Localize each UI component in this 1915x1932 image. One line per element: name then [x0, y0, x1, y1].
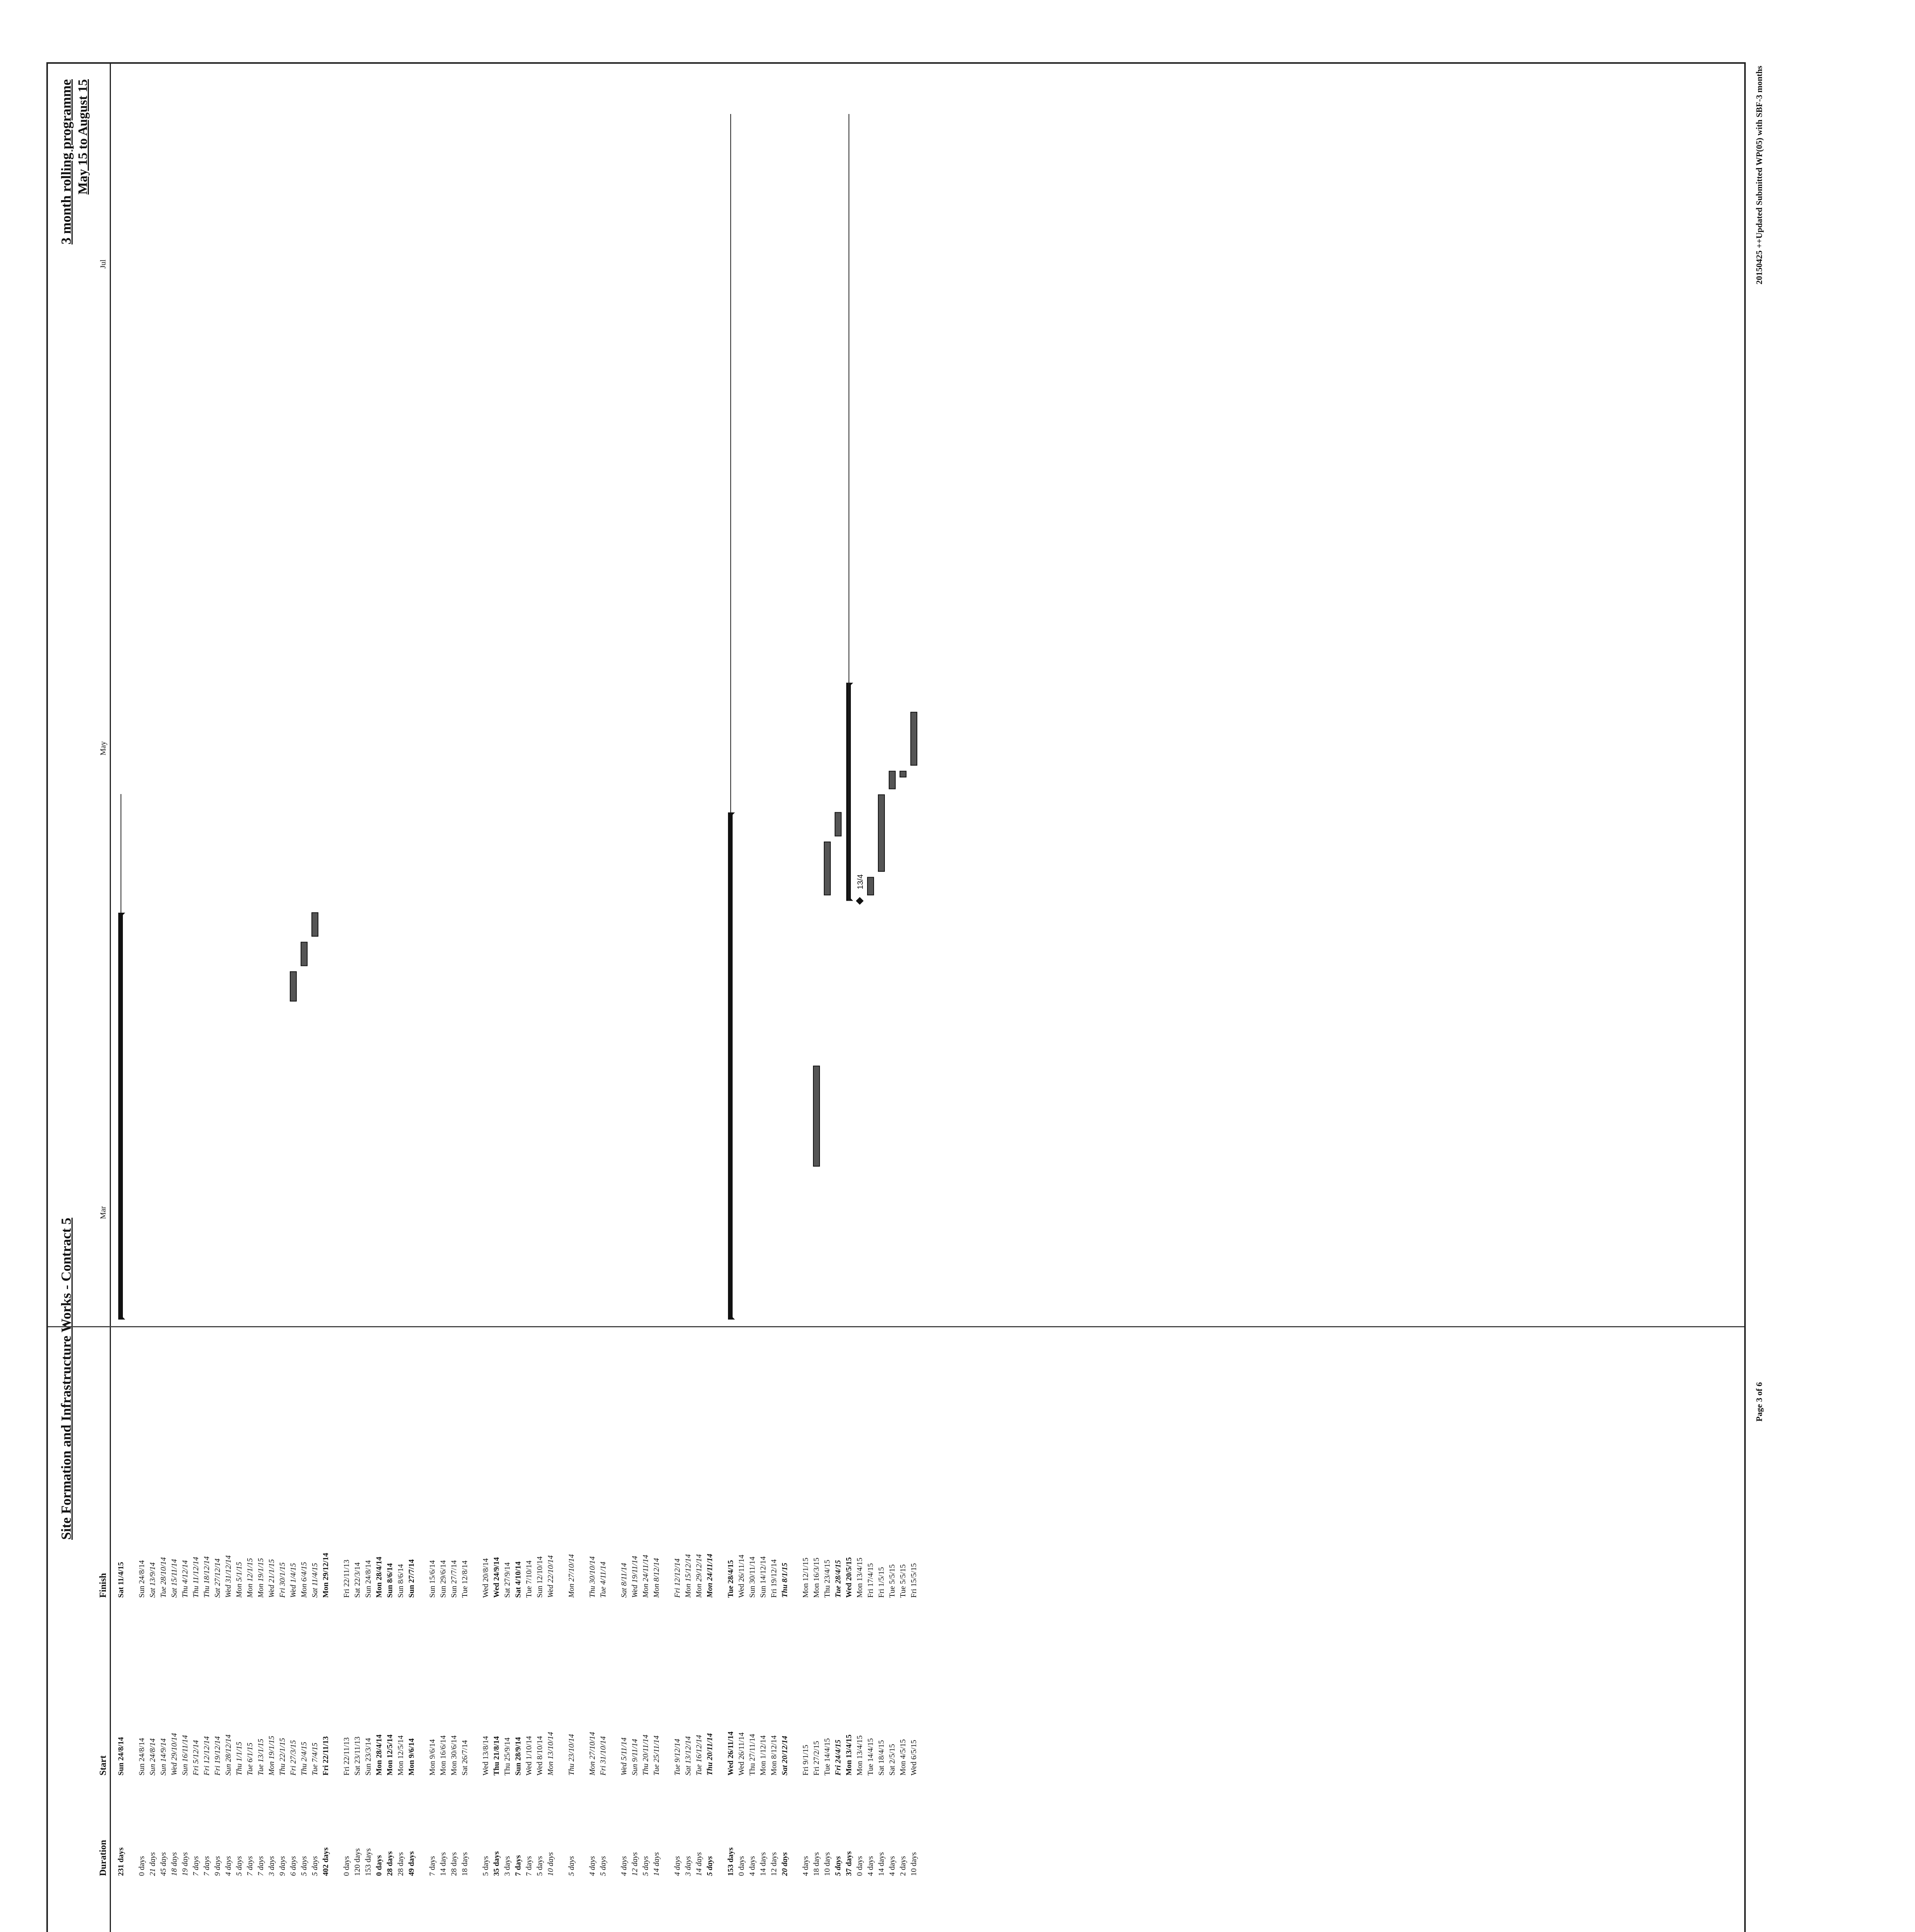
task-start: Mon 16/6/14 [439, 1735, 447, 1776]
task-start: Mon 28/4/14 [375, 1734, 383, 1776]
task-duration: 5 days [536, 1856, 544, 1876]
task-duration: 5 days [834, 1856, 842, 1876]
task-start: Sun 24/8/14 [117, 1737, 125, 1776]
task-start: Tue 9/12/14 [673, 1738, 682, 1776]
task-start: Thu 2/4/15 [300, 1742, 308, 1776]
task-finish: Sun 24/8/14 [138, 1560, 146, 1598]
task-start: Fri 9/1/15 [801, 1745, 810, 1776]
task-start: Sun 14/9/14 [159, 1738, 168, 1776]
task-duration: 18 days [461, 1852, 469, 1876]
task-duration: 28 days [386, 1851, 394, 1876]
task-start: Sun 28/12/14 [224, 1734, 233, 1776]
task-finish: Mon 16/3/15 [812, 1558, 821, 1598]
task-start: Thu 1/1/15 [235, 1742, 243, 1776]
summary-bar [728, 813, 733, 1320]
task-duration: 4 days [224, 1856, 233, 1876]
task-start: Fri 27/2/15 [812, 1741, 821, 1776]
task-finish: Tue 5/5/15 [888, 1564, 896, 1598]
task-start: Mon 19/1/15 [267, 1736, 276, 1776]
column-header-start: Start [98, 1755, 108, 1776]
task-start: Mon 12/5/14 [386, 1734, 394, 1776]
task-finish: Thu 18/12/14 [202, 1556, 211, 1598]
task-start: Wed 1/10/14 [525, 1736, 533, 1776]
task-finish: Mon 19/1/15 [257, 1558, 265, 1598]
task-finish: Tue 12/8/14 [461, 1560, 469, 1598]
task-bar [301, 942, 307, 966]
task-bar [889, 771, 895, 789]
task-start: Tue 7/4/15 [311, 1742, 319, 1776]
task-finish: Sun 12/10/14 [536, 1556, 544, 1598]
task-start: Fri 31/10/14 [599, 1736, 607, 1776]
task-finish: Wed 31/12/14 [224, 1555, 233, 1598]
task-duration: 7 days [428, 1856, 437, 1876]
task-start: Thu 20/11/14 [706, 1733, 714, 1776]
task-finish: Tue 7/10/14 [525, 1560, 533, 1598]
task-duration: 120 days [353, 1848, 362, 1876]
task-finish: Tue 5/5/15 [899, 1564, 907, 1598]
task-start: Mon 12/5/14 [396, 1735, 405, 1776]
task-duration: 5 days [641, 1856, 650, 1876]
task-finish: Thu 23/4/15 [823, 1560, 832, 1598]
task-duration: 5 days [300, 1856, 308, 1876]
task-duration: 45 days [159, 1852, 168, 1876]
task-finish: Wed 22/10/14 [546, 1555, 555, 1598]
task-finish: Thu 4/12/14 [181, 1560, 189, 1598]
task-duration: 7 days [192, 1856, 200, 1876]
task-start: Sat 26/7/14 [461, 1740, 469, 1776]
task-start: Tue 16/12/14 [695, 1735, 703, 1776]
task-duration: 14 days [695, 1852, 703, 1876]
task-finish: Wed 20/5/15 [845, 1557, 853, 1598]
task-finish: Mon 5/1/15 [235, 1562, 243, 1598]
task-start: Wed 29/10/14 [170, 1733, 179, 1776]
task-finish: Wed 19/11/14 [631, 1556, 639, 1598]
task-duration: 9 days [278, 1856, 287, 1876]
task-start: Sun 28/9/14 [514, 1737, 522, 1776]
task-finish: Mon 15/12/14 [684, 1554, 692, 1598]
task-finish: Wed 21/1/15 [267, 1559, 276, 1598]
task-start: Wed 26/11/14 [737, 1732, 746, 1776]
task-finish: Sun 29/6/14 [439, 1560, 447, 1598]
task-start: Fri 5/12/14 [192, 1740, 200, 1776]
task-duration: 5 days [599, 1856, 607, 1876]
task-duration: 7 days [202, 1856, 211, 1876]
task-start: Tue 14/4/15 [866, 1738, 875, 1776]
task-start: Wed 5/11/14 [620, 1737, 628, 1776]
task-start: Sun 24/8/14 [148, 1738, 157, 1776]
task-duration: 21 days [148, 1852, 157, 1876]
task-finish: Tue 28/10/14 [159, 1557, 168, 1598]
task-finish: Sat 11/4/15 [311, 1563, 319, 1598]
task-finish: Fri 30/1/15 [278, 1562, 287, 1598]
task-finish: Fri 19/12/14 [770, 1559, 778, 1598]
task-finish: Wed 26/11/14 [737, 1554, 746, 1598]
task-duration: 0 days [375, 1855, 383, 1876]
task-duration: 14 days [652, 1852, 661, 1876]
task-finish: Mon 6/4/15 [300, 1562, 308, 1598]
task-start: Thu 23/10/14 [567, 1734, 576, 1776]
task-finish: Sun 30/11/14 [748, 1556, 757, 1598]
task-finish: Sat 27/12/14 [213, 1558, 222, 1598]
task-finish: Sun 24/8/14 [364, 1560, 372, 1598]
task-start: Mon 8/12/14 [770, 1735, 778, 1776]
task-duration: 153 days [364, 1848, 372, 1876]
task-start: Fri 12/12/14 [202, 1736, 211, 1776]
task-duration: 4 days [748, 1856, 757, 1876]
task-finish: Wed 1/4/15 [289, 1563, 298, 1598]
task-duration: 3 days [267, 1856, 276, 1876]
task-duration: 12 days [770, 1852, 778, 1876]
task-bar [835, 813, 841, 836]
task-finish: Sat 15/11/14 [170, 1559, 179, 1598]
task-bar [312, 913, 318, 936]
task-bar [900, 771, 906, 777]
task-bar [911, 712, 917, 765]
task-finish: Tue 28/4/15 [726, 1560, 735, 1598]
task-finish: Mon 29/12/14 [321, 1553, 330, 1598]
task-finish: Mon 12/1/15 [801, 1558, 810, 1598]
task-duration: 2 days [899, 1856, 907, 1876]
footer-page-number: Page 3 of 6 [1754, 1382, 1764, 1422]
task-duration: 37 days [845, 1851, 853, 1876]
footer-revision-note: 20150425 ++Updated Submitted WP(05) with SBF-3 months [1754, 66, 1764, 285]
task-start: Tue 13/1/15 [257, 1738, 265, 1776]
task-finish: Fri 15/5/15 [910, 1563, 918, 1598]
task-start: Sat 23/11/13 [353, 1736, 362, 1776]
task-start: Sat 2/5/15 [888, 1744, 896, 1776]
task-duration: 28 days [450, 1852, 458, 1876]
task-start: Tue 25/11/14 [652, 1735, 661, 1776]
task-duration: 28 days [396, 1852, 405, 1876]
task-duration: 153 days [726, 1847, 735, 1876]
task-finish: Mon 24/11/14 [641, 1554, 650, 1598]
column-header-finish: Finish [98, 1573, 108, 1598]
task-finish: Mon 13/4/15 [855, 1558, 864, 1598]
task-start: Wed 6/5/15 [910, 1740, 918, 1776]
task-duration: 0 days [138, 1856, 146, 1876]
task-duration: 3 days [684, 1856, 692, 1876]
task-start: Thu 25/9/14 [503, 1737, 512, 1776]
task-finish: Tue 4/11/14 [599, 1561, 607, 1598]
task-start: Thu 27/11/14 [748, 1734, 757, 1776]
task-start: Wed 13/8/14 [481, 1736, 490, 1776]
task-duration: 0 days [342, 1856, 351, 1876]
task-start: Wed 26/11/14 [726, 1731, 735, 1776]
task-start: Mon 9/6/14 [407, 1738, 416, 1776]
task-start: Wed 8/10/14 [536, 1736, 544, 1776]
task-finish: Mon 8/12/14 [652, 1558, 661, 1598]
task-start: Fri 19/12/14 [213, 1736, 222, 1776]
task-duration: 5 days [481, 1856, 490, 1876]
task-duration: 7 days [257, 1856, 265, 1876]
task-bar [824, 842, 830, 895]
task-bar [878, 795, 884, 871]
task-finish: Sat 11/4/15 [117, 1562, 125, 1598]
task-finish: Mon 12/1/15 [246, 1558, 254, 1598]
task-duration: 5 days [311, 1856, 319, 1876]
task-finish: Wed 20/8/14 [481, 1558, 490, 1598]
task-finish: Mon 27/10/14 [567, 1554, 576, 1598]
timeline-month-may: May [99, 741, 107, 755]
task-start: Tue 14/4/15 [823, 1738, 832, 1776]
task-start: Mon 13/4/15 [845, 1734, 853, 1776]
task-finish: Sun 14/12/14 [759, 1556, 767, 1598]
task-start: Mon 4/5/15 [899, 1739, 907, 1776]
task-duration: 5 days [706, 1856, 714, 1876]
task-start: Tue 6/1/15 [246, 1742, 254, 1776]
task-start: Thu 21/8/14 [492, 1736, 501, 1776]
task-duration: 20 days [781, 1852, 789, 1876]
task-start: Mon 13/4/15 [855, 1735, 864, 1776]
site-title: Site Formation and Infrastructure Works - Contract 5 [58, 1218, 74, 1540]
task-start: Fri 22/11/13 [321, 1736, 330, 1776]
task-finish: Sun 8/6/14 [396, 1564, 405, 1598]
task-duration: 14 days [877, 1852, 886, 1876]
task-duration: 14 days [759, 1852, 767, 1876]
task-start: Fri 27/3/15 [289, 1740, 298, 1776]
task-start: Thu 20/11/14 [641, 1735, 650, 1776]
task-finish: Sat 22/3/14 [353, 1562, 362, 1598]
task-start: Mon 1/12/14 [759, 1735, 767, 1776]
timeline-month-mar: Mar [99, 1206, 107, 1219]
task-duration: 35 days [492, 1851, 501, 1876]
task-finish: Sun 8/6/14 [386, 1563, 394, 1598]
task-duration: 10 days [910, 1852, 918, 1876]
task-start: Thu 22/1/15 [278, 1738, 287, 1776]
task-start: Sat 13/12/14 [684, 1736, 692, 1776]
task-duration: 49 days [407, 1851, 416, 1876]
task-duration: 4 days [620, 1856, 628, 1876]
task-duration: 5 days [567, 1856, 576, 1876]
column-header-duration: Duration [98, 1840, 108, 1876]
task-duration: 9 days [213, 1856, 222, 1876]
task-finish: Sat 8/11/14 [620, 1563, 628, 1598]
task-finish: Fri 12/12/14 [673, 1558, 682, 1598]
task-finish: Sat 13/9/14 [148, 1562, 157, 1598]
task-start: Mon 13/10/14 [546, 1732, 555, 1776]
task-start: Mon 30/6/14 [450, 1735, 458, 1776]
task-duration: 7 days [246, 1856, 254, 1876]
task-duration: 18 days [170, 1852, 179, 1876]
task-start: Fri 24/4/15 [834, 1740, 842, 1776]
task-finish: Fri 17/4/15 [866, 1563, 875, 1598]
timeline-month-jul: Jul [99, 259, 107, 269]
task-finish: Mon 24/11/14 [706, 1554, 714, 1598]
task-duration: 14 days [439, 1852, 447, 1876]
schedule-frame [46, 62, 1746, 1932]
task-start: Sun 16/11/14 [181, 1735, 189, 1776]
task-start: Sun 24/8/14 [138, 1738, 146, 1776]
task-finish: Fri 1/5/15 [877, 1567, 886, 1598]
task-duration: 10 days [823, 1852, 832, 1876]
task-start: Fri 22/11/13 [342, 1737, 351, 1776]
task-duration: 3 days [503, 1856, 512, 1876]
task-start: Sat 18/4/15 [877, 1740, 886, 1776]
task-finish: Tue 28/4/15 [834, 1560, 842, 1598]
task-finish: Sun 27/7/14 [407, 1559, 416, 1598]
task-duration: 18 days [812, 1852, 821, 1876]
task-duration: 4 days [801, 1856, 810, 1876]
task-start: Sat 20/12/14 [781, 1736, 789, 1776]
task-finish: Thu 30/10/14 [588, 1556, 597, 1598]
task-finish: Wed 24/9/14 [492, 1557, 501, 1598]
task-duration: 7 days [514, 1855, 522, 1876]
task-finish: Sun 15/6/14 [428, 1560, 437, 1598]
milestone-diamond [856, 897, 864, 905]
summary-bar [118, 913, 123, 1320]
programme-title: 3 month rolling programme [58, 79, 74, 245]
task-finish: Mon 29/12/14 [695, 1554, 703, 1598]
task-duration: 231 days [117, 1847, 125, 1876]
task-finish: Sun 27/7/14 [450, 1560, 458, 1598]
task-duration: 10 days [546, 1852, 555, 1876]
task-finish: Thu 11/12/14 [192, 1557, 200, 1598]
task-finish: Fri 22/11/13 [342, 1560, 351, 1598]
task-duration: 6 days [289, 1856, 298, 1876]
task-duration: 4 days [673, 1856, 682, 1876]
task-duration: 5 days [235, 1856, 243, 1876]
task-duration: 19 days [181, 1852, 189, 1876]
task-start: Sun 23/3/14 [364, 1738, 372, 1776]
programme-period: May 15 to August 15 [76, 79, 90, 195]
task-finish: Mon 28/4/14 [375, 1556, 383, 1598]
task-start: Mon 9/6/14 [428, 1739, 437, 1776]
task-duration: 4 days [866, 1856, 875, 1876]
task-duration: 7 days [525, 1856, 533, 1876]
task-bar [290, 972, 296, 1001]
task-duration: 0 days [737, 1856, 746, 1876]
task-duration: 12 days [631, 1852, 639, 1876]
task-finish: Thu 8/1/15 [781, 1563, 789, 1598]
task-duration: 0 days [855, 1856, 864, 1876]
task-bar [813, 1066, 820, 1166]
task-finish: Sat 27/9/14 [503, 1562, 512, 1598]
task-start: Mon 27/10/14 [588, 1732, 597, 1776]
milestone-date-label: 13/4 [856, 874, 865, 889]
task-finish: Sat 4/10/14 [514, 1561, 522, 1598]
task-bar [867, 877, 874, 895]
task-start: Sun 9/11/14 [631, 1739, 639, 1776]
gantt-chart [48, 64, 1744, 1932]
task-duration: 402 days [321, 1847, 330, 1876]
task-duration: 4 days [588, 1856, 597, 1876]
task-duration: 4 days [888, 1856, 896, 1876]
